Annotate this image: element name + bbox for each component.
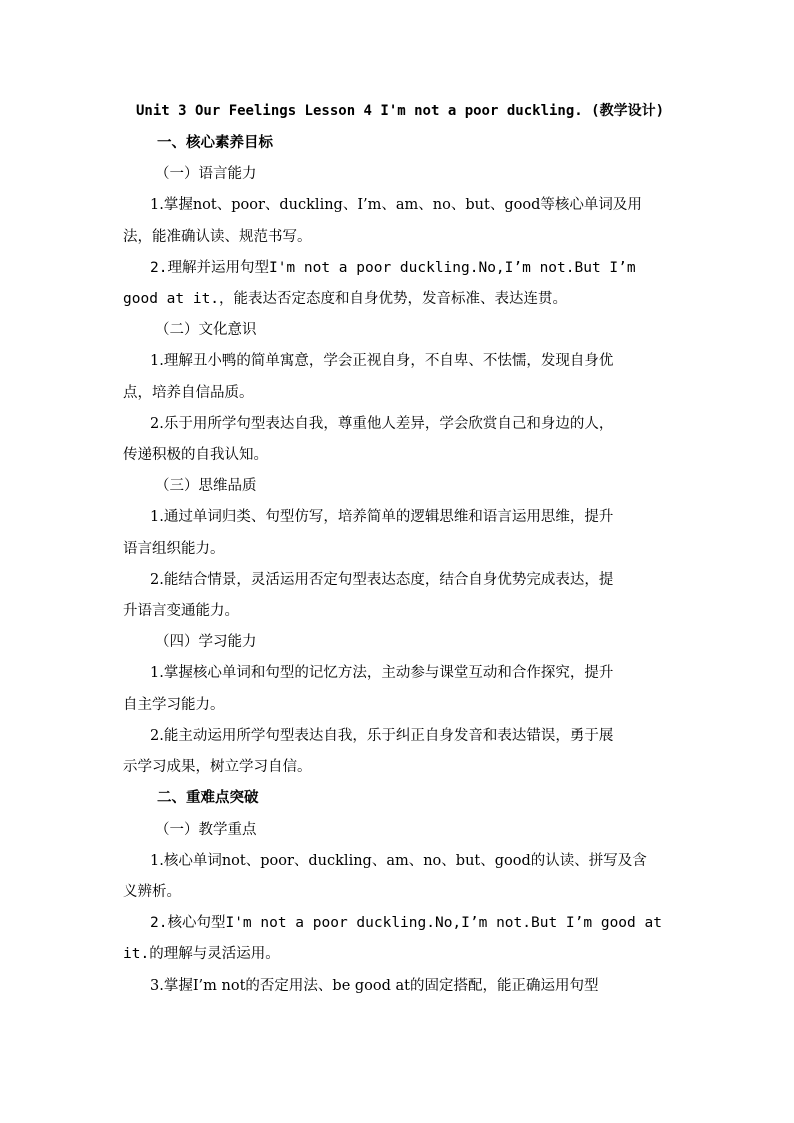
subheading-thinking-quality: （三）思维品质	[155, 478, 257, 494]
paragraph-line: it.的理解与灵活运用。	[123, 946, 280, 962]
paragraph-line: 1.理解丑小鸭的简单寓意，学会正视自身，不自卑、不怯懦，发现自身优	[150, 353, 614, 369]
paragraph-line: 传递积极的自我认知。	[123, 447, 268, 463]
subheading-learning-ability: （四）学习能力	[155, 634, 257, 650]
paragraph-line: 2.理解并运用句型I'm not a poor duckling.No,I’m not.But I’m	[150, 260, 636, 276]
paragraph-line: 2.核心句型I'm not a poor duckling.No,I’m not.But I’m good at	[150, 915, 662, 931]
paragraph-line: good at it.，能表达否定态度和自身优势，发音标准、表达连贯。	[123, 291, 568, 307]
document-title: Unit 3 Our Feelings Lesson 4 I'm not a poor duckling. (教学设计)	[135, 103, 664, 119]
paragraph-line: 示学习成果，树立学习自信。	[123, 759, 312, 775]
paragraph-line: 1.掌握not、poor、duckling、I’m、am、no、but、good等核心单词及用	[150, 197, 642, 213]
paragraph-line: 义辨析。	[123, 884, 181, 900]
paragraph-line: 升语言变通能力。	[123, 603, 239, 619]
section-heading-key-difficulties: 二、重难点突破	[157, 790, 259, 806]
paragraph-line: 点，培养自信品质。	[123, 385, 254, 401]
paragraph-line: 自主学习能力。	[123, 697, 225, 713]
section-heading-core-literacy: 一、核心素养目标	[157, 135, 273, 151]
paragraph-line: 语言组织能力。	[123, 541, 225, 557]
subheading-teaching-focus: （一）教学重点	[155, 822, 257, 838]
paragraph-line: 1.掌握核心单词和句型的记忆方法，主动参与课堂互动和合作探究，提升	[150, 665, 614, 681]
paragraph-line: 1.通过单词归类、句型仿写，培养简单的逻辑思维和语言运用思维，提升	[150, 509, 614, 525]
paragraph-line: 3.掌握I’m not的否定用法、be good at的固定搭配，能正确运用句型	[150, 978, 599, 994]
paragraph-line: 2.能主动运用所学句型表达自我，乐于纠正自身发音和表达错误，勇于展	[150, 728, 614, 744]
paragraph-line: 2.能结合情景，灵活运用否定句型表达态度，结合自身优势完成表达，提	[150, 572, 614, 588]
paragraph-line: 1.核心单词not、poor、duckling、am、no、but、good的认读、拼写及含	[150, 853, 647, 869]
subheading-language-ability: （一）语言能力	[155, 166, 257, 182]
subheading-cultural-awareness: （二）文化意识	[155, 322, 257, 338]
paragraph-line: 2.乐于用所学句型表达自我，尊重他人差异，学会欣赏自己和身边的人，	[150, 416, 614, 432]
paragraph-line: 法，能准确认读、规范书写。	[123, 229, 312, 245]
